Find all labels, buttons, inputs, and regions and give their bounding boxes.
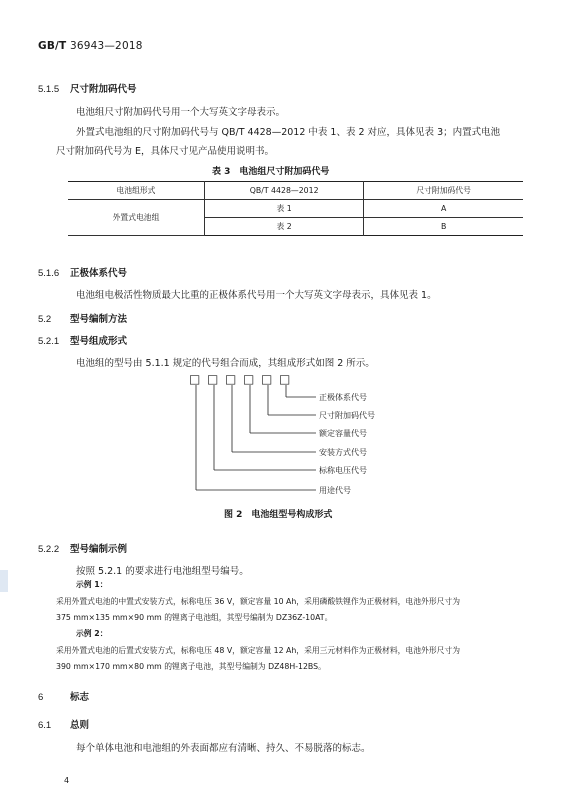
- section-number: 6: [38, 692, 44, 703]
- section-title: 尺寸附加码代号: [70, 84, 137, 95]
- figure-label: 额定容量代号: [319, 429, 367, 438]
- section-number: 5.2.1: [38, 336, 60, 347]
- paragraph: 电池组的型号由 5.1.1 规定的代号组合而成，其组成形式如图 2 所示。: [76, 358, 375, 369]
- section-title: 标志: [70, 692, 90, 703]
- section-number: 5.2: [38, 314, 52, 325]
- figure-label: 安装方式代号: [319, 448, 367, 457]
- edge-mark: [0, 570, 8, 592]
- figure-box: □: [261, 372, 273, 386]
- section-number: 6.1: [38, 720, 52, 731]
- table-cell: 表 2: [205, 218, 364, 236]
- example-label: 示例 2：: [76, 629, 108, 638]
- figure-box: □: [225, 372, 237, 386]
- figure-label: 正极体系代号: [319, 393, 367, 402]
- section-number: 5.1.5: [38, 84, 60, 95]
- figure-box: □: [279, 372, 291, 386]
- example-text: 采用外置式电池的中置式安装方式，标称电压 36 V，额定容量 10 Ah，采用磷酸铁锂作为正极材料，电池外形尺寸为: [56, 597, 461, 606]
- section-title: 正极体系代号: [70, 268, 128, 279]
- figure-caption: 图 2 电池组型号构成形式: [224, 510, 333, 520]
- paragraph: 外置式电池组的尺寸附加码代号与 QB/T 4428—2012 中表 1、表 2 对应，具体见表 3；内置式电池: [76, 127, 501, 138]
- table-cell: B: [364, 218, 523, 236]
- section-6-heading: [38, 689, 89, 703]
- section-number: 5.2.2: [38, 544, 60, 555]
- section-title: 型号编制方法: [70, 314, 128, 325]
- example-text: 采用外置式电池的后置式安装方式，标称电压 48 V，额定容量 12 Ah，采用三元材料作为正极材料，电池外形尺寸为: [56, 646, 461, 655]
- figure-box: □: [207, 372, 219, 386]
- standard-prefix: GB/T: [38, 40, 67, 52]
- example-text: 390 mm×170 mm×80 mm 的锂离子电池，其型号编制为 DZ48H-12BS。: [56, 662, 326, 671]
- group-cell: 外置式电池组: [68, 200, 205, 236]
- paragraph: 电池组电极活性物质最大比重的正极体系代号用一个大写英文字母表示，具体见表 1。: [76, 290, 437, 301]
- paragraph: 按照 5.2.1 的要求进行电池组型号编号。: [76, 566, 249, 577]
- figure-label: 标称电压代号: [319, 466, 367, 475]
- table-caption: 表 3 电池组尺寸附加码代号: [212, 167, 330, 177]
- page-number: 4: [64, 776, 70, 785]
- figure-label: 用途代号: [319, 486, 351, 495]
- section-title: 总则: [70, 720, 90, 731]
- figure-label: 尺寸附加码代号: [319, 411, 375, 420]
- figure-box: □: [189, 372, 201, 386]
- paragraph: 电池组尺寸附加码代号用一个大写英文字母表示。: [76, 107, 286, 118]
- table-cell: 表 1: [205, 200, 364, 218]
- section-title: 型号编制示例: [70, 544, 128, 555]
- figure-box: □: [243, 372, 255, 386]
- paragraph: 尺寸附加码代号为 E，具体尺寸见产品使用说明书。: [56, 146, 275, 157]
- example-text: 375 mm×135 mm×90 mm 的锂离子电池组，其型号编制为 DZ36Z-10AT。: [56, 613, 333, 622]
- section-6-1-heading: [38, 717, 89, 731]
- section-title: 型号组成形式: [70, 336, 128, 347]
- header-cell: QB/T 4428—2012: [205, 182, 364, 200]
- header-cell: 尺寸附加码代号: [364, 182, 523, 200]
- table-cell: A: [364, 200, 523, 218]
- standard-number: 36943—2018: [66, 40, 143, 52]
- section-5-2-2-heading: [38, 541, 127, 555]
- example-label: 示例 1：: [76, 580, 108, 589]
- header-cell: 电池组形式: [68, 182, 205, 200]
- paragraph: 每个单体电池和电池组的外表面都应有清晰、持久、不易脱落的标志。: [76, 743, 371, 754]
- section-number: 5.1.6: [38, 268, 60, 279]
